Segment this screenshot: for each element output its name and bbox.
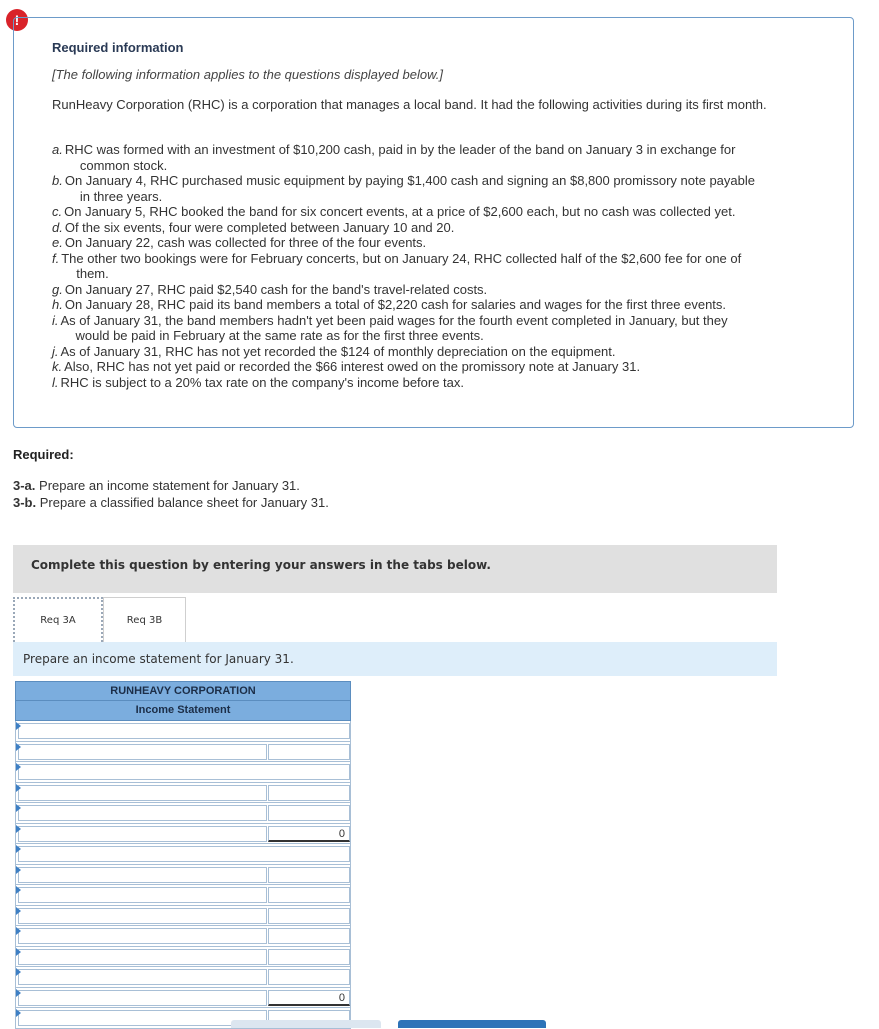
required-information-panel: [13, 17, 854, 428]
activity-item: k. Also, RHC has not yet paid or recorded the $66 interest owed on the promissory note at January 31.: [52, 359, 641, 374]
amount-input[interactable]: [268, 928, 350, 944]
dropdown-arrow-icon[interactable]: [16, 907, 21, 915]
activity-item: h. On January 28, RHC paid its band members a total of $2,220 cash for salaries and wages for the first three events.: [52, 297, 727, 312]
table-row: [16, 762, 350, 783]
dropdown-arrow-icon[interactable]: [16, 968, 21, 976]
amount-input[interactable]: [268, 969, 350, 985]
amount-input[interactable]: [268, 744, 350, 760]
activity-item: i. As of January 31, the band members hadn't yet been paid wages for the fourth event completed in January, but they would be paid in February at the same rate as for the first three events.: [52, 312, 728, 343]
activity-item: e. On January 22, cash was collected for three of the four events.: [52, 235, 427, 250]
company-name-header: RUNHEAVY CORPORATION: [15, 681, 351, 701]
amount-input[interactable]: [268, 805, 350, 821]
next-button[interactable]: [398, 1020, 546, 1028]
amount-input[interactable]: [268, 785, 350, 801]
activity-item: l. RHC is subject to a 20% tax rate on the company's income before tax.: [52, 374, 465, 390]
account-input[interactable]: [18, 908, 267, 924]
tab-req-3a[interactable]: Req 3A: [13, 597, 103, 642]
dropdown-arrow-icon[interactable]: [16, 763, 21, 771]
table-row: [16, 742, 350, 763]
activity-item: c. On January 5, RHC booked the band for six concert events, at a price of $2,600 each, but no cash was collected yet.: [52, 204, 736, 219]
account-input[interactable]: [18, 826, 267, 842]
account-input[interactable]: [18, 887, 267, 903]
heading-input[interactable]: [18, 723, 350, 739]
account-input[interactable]: [18, 969, 267, 985]
info-title: Required information: [52, 40, 184, 55]
activity-item: j. As of January 31, RHC has not yet recorded the $124 of monthly depreciation on the equipment.: [52, 343, 616, 359]
table-row: [16, 803, 350, 824]
previous-button[interactable]: [231, 1020, 381, 1028]
table-row: [16, 906, 350, 927]
tab-req-3b[interactable]: Req 3B: [103, 597, 186, 642]
account-input[interactable]: [18, 805, 267, 821]
activity-item: f. The other two bookings were for February concerts, but on January 24, RHC collected half of the $2,600 fee for one of them.: [52, 250, 742, 281]
amount-input[interactable]: [268, 867, 350, 883]
activity-item: b. On January 4, RHC purchased music equipment by paying $1,400 cash and signing an $8,800 promissory note payable in three years.: [52, 173, 755, 204]
table-row: [16, 988, 350, 1009]
dropdown-arrow-icon[interactable]: [16, 722, 21, 730]
dropdown-arrow-icon[interactable]: [16, 845, 21, 853]
alert-icon: !: [6, 9, 28, 31]
activity-item: g. On January 27, RHC paid $2,540 cash for the band's travel-related costs.: [52, 281, 488, 297]
dropdown-arrow-icon[interactable]: [16, 1009, 21, 1017]
dropdown-arrow-icon[interactable]: [16, 948, 21, 956]
statement-title-header: Income Statement: [15, 701, 351, 721]
requirement-3a: 3-a. Prepare an income statement for January 31.: [13, 478, 300, 493]
instruction-bar: Complete this question by entering your answers in the tabs below.: [13, 545, 777, 593]
account-input[interactable]: [18, 867, 267, 883]
total-value: 0: [268, 990, 350, 1006]
account-input[interactable]: [18, 785, 267, 801]
dropdown-arrow-icon[interactable]: [16, 825, 21, 833]
dropdown-arrow-icon[interactable]: [16, 804, 21, 812]
info-intro: RunHeavy Corporation (RHC) is a corporation that manages a local band. It had the following activities during its first month.: [52, 97, 767, 112]
dropdown-arrow-icon[interactable]: [16, 927, 21, 935]
dropdown-arrow-icon[interactable]: [16, 866, 21, 874]
account-input[interactable]: [18, 928, 267, 944]
account-input[interactable]: [18, 949, 267, 965]
required-heading: Required:: [13, 447, 74, 462]
table-row: [16, 885, 350, 906]
amount-input[interactable]: [268, 949, 350, 965]
table-row: [16, 947, 350, 968]
heading-input[interactable]: [18, 846, 350, 862]
account-input[interactable]: [18, 744, 267, 760]
info-subtitle: [The following information applies to the questions displayed below.]: [52, 67, 443, 82]
dropdown-arrow-icon[interactable]: [16, 989, 21, 997]
amount-input[interactable]: [268, 908, 350, 924]
table-row: [16, 865, 350, 886]
requirement-3b: 3-b. Prepare a classified balance sheet for January 31.: [13, 495, 329, 510]
income-statement-table: [15, 681, 351, 1029]
account-input[interactable]: [18, 990, 267, 1006]
dropdown-arrow-icon[interactable]: [16, 886, 21, 894]
table-row: [16, 967, 350, 988]
activity-item: a. RHC was formed with an investment of $10,200 cash, paid in by the leader of the band on January 3 in exchange for common stock.: [52, 142, 736, 173]
amount-input[interactable]: [268, 887, 350, 903]
tab-prompt: Prepare an income statement for January 31.: [13, 642, 777, 676]
dropdown-arrow-icon[interactable]: [16, 784, 21, 792]
subtotal-value: 0: [268, 826, 350, 842]
table-row: [16, 926, 350, 947]
table-row: [16, 844, 350, 865]
table-row: [16, 721, 350, 742]
activity-list: [52, 142, 827, 390]
heading-input[interactable]: [18, 764, 350, 780]
table-row: [16, 824, 350, 845]
dropdown-arrow-icon[interactable]: [16, 743, 21, 751]
table-row: [16, 783, 350, 804]
activity-item: d. Of the six events, four were completed between January 10 and 20.: [52, 219, 455, 235]
